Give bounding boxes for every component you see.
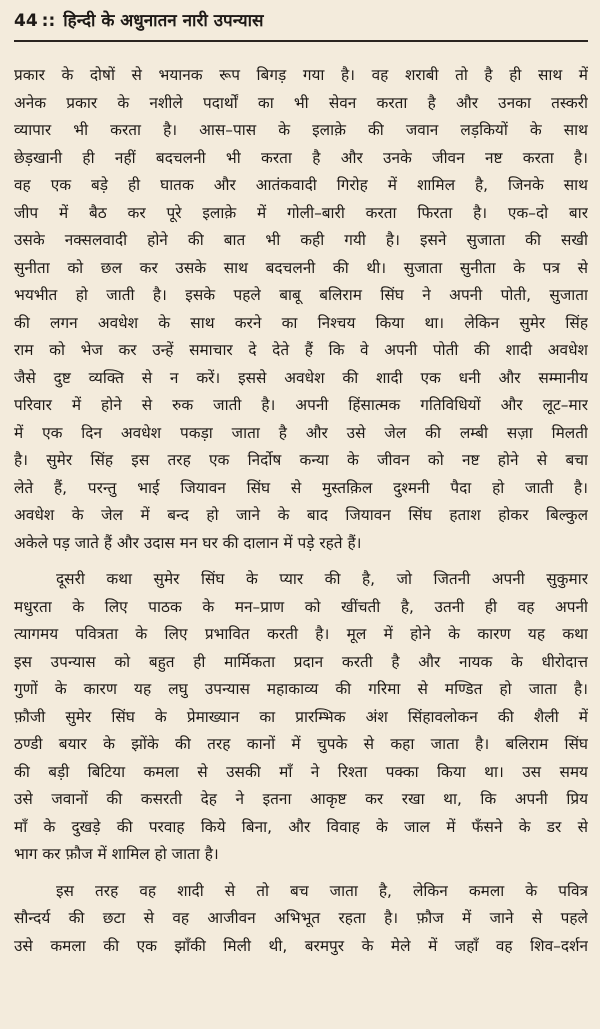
text-line: सौन्दर्य की छटा से वह आजीवन अभिभूत रहता है। फ़ौज में जाने से पहले (14, 909, 588, 927)
paragraph (14, 566, 588, 869)
text-line: जीप में बैठ कर पूरे इलाक़े में गोली–बारी करता फिरता है। एक–दो बार (14, 203, 588, 222)
text-line: फ़ौजी सुमेर सिंघ के प्रेमाख्यान का प्रारम्भिक अंश सिंहावलोकन की शैली में (14, 707, 588, 726)
text-line: अवधेश के जेल में बन्द हो जाने के बाद जियावन सिंघ हताश होकर बिल्कुल (14, 506, 588, 524)
paragraph (14, 62, 588, 557)
text-line: परिवार में होने से रुक जाती है। अपनी हिंसात्मक गतिविधियों और लूट–मार (14, 396, 588, 414)
text-line: मधुरता के लिए पाठक के मन–प्राण को खींचती है, उतनी ही वह अपनी (14, 597, 588, 616)
text-line: उसे जवानों की कसरती देह ने इतना आकृष्ट कर रखा था, कि अपनी प्रिय (14, 790, 588, 808)
text-line: सुनीता को छल कर उसके साथ बदचलनी की थी। सुजाता सुनीता के पत्र से (14, 258, 588, 277)
text-line: भाग कर फ़ौज में शामिल हो जाता है। (14, 845, 219, 863)
book-title: हिन्दी के अधुनातन नारी उपन्यास (63, 11, 264, 31)
running-header (14, 8, 588, 34)
text-line: इस उपन्यास को बहुत ही मार्मिकता प्रदान करती है और नायक के धीरोदात्त (14, 652, 588, 671)
text-line: इस तरह वह शादी से तो बच जाता है, लेकिन कमला के पवित्र (56, 881, 588, 900)
text-line: ठण्डी बयार के झोंके की तरह कानों में चुपके से कहा जाता है। बलिराम सिंघ (14, 735, 588, 753)
text-line: में एक दिन अवधेश पकड़ा जाता है और उसे जेल की लम्बी सज़ा मिलती (14, 423, 588, 442)
text-line: उसके नक्सलवादी होने की बात भी कही गयी है। इसने सुजाता की सखी (14, 231, 588, 249)
text-line: अनेक प्रकार के नशीले पदार्थों का भी सेवन करता है और उनका तस्करी (14, 93, 588, 112)
body-text (14, 62, 588, 960)
paragraph-gap (14, 869, 588, 878)
text-line: भयभीत हो जाती है। इसके पहले बाबू बलिराम सिंघ ने अपनी पोती, सुजाता (14, 286, 588, 304)
header-rule (14, 40, 588, 42)
text-line: जैसे दुष्ट व्यक्ति से न करें। इससे अवधेश की शादी एक धनी और सम्मानीय (14, 368, 588, 387)
text-line: गुणों के कारण यह लघु उपन्यास महाकाव्य की गरिमा से मण्डित हो जाता है। (14, 680, 588, 698)
text-line: दूसरी कथा सुमेर सिंघ के प्यार की है, जो जितनी अपनी सुकुमार (56, 570, 588, 588)
text-line: व्यापार भी करता है। आस–पास के इलाक़े की जवान लड़कियों के साथ (14, 121, 588, 139)
text-line: छेड़खानी ही नहीं बदचलनी भी करता है और उनके जीवन नष्ट करता है। (14, 148, 588, 167)
text-line: उसे कमला की एक झाँकी मिली थी, बरमपुर के मेले में जहाँ वह शिव–दर्शन (14, 936, 588, 955)
text-line: त्यागमय पवित्रता के लिए प्रभावित करती है। मूल में होने के कारण यह कथा (14, 625, 588, 643)
paragraph-gap (14, 557, 588, 566)
text-line: प्रकार के दोषों से भयानक रूप बिगड़ गया है। वह शराबी तो है ही साथ में (14, 66, 588, 84)
text-line: है। सुमेर सिंह इस तरह एक निर्दोष कन्या के जीवन को नष्ट होने से बचा (14, 451, 588, 469)
text-line: लेते हैं, परन्तु भाई जियावन सिंघ से मुस्तक़िल दुश्मनी पैदा हो जाती है। (14, 478, 588, 497)
text-line: की लगन अवधेश के साथ करने का निश्चय किया था। लेकिन सुमेर सिंह (14, 313, 588, 332)
text-line: की बड़ी बिटिया कमला से उसकी माँ ने रिश्ता पक्का किया था। उस समय (14, 762, 588, 781)
text-line: माँ के दुखड़े की परवाह किये बिना, और विवाह के जाल में फँसने के डर से (14, 817, 588, 836)
paragraph (14, 878, 588, 961)
text-line: अकेले पड़ जाते हैं और उदास मन घर की दालान में पड़े रहते हैं। (14, 533, 362, 552)
text-line: वह एक बड़े ही घातक और आतंकवादी गिरोह में शामिल है, जिनके साथ (14, 176, 588, 194)
header-separator: :: (41, 11, 56, 31)
page-number: 44 (14, 11, 38, 31)
text-line: राम को भेज कर उन्हें समाचार दे देते हैं कि वे अपनी पोती की शादी अवधेश (14, 341, 588, 359)
